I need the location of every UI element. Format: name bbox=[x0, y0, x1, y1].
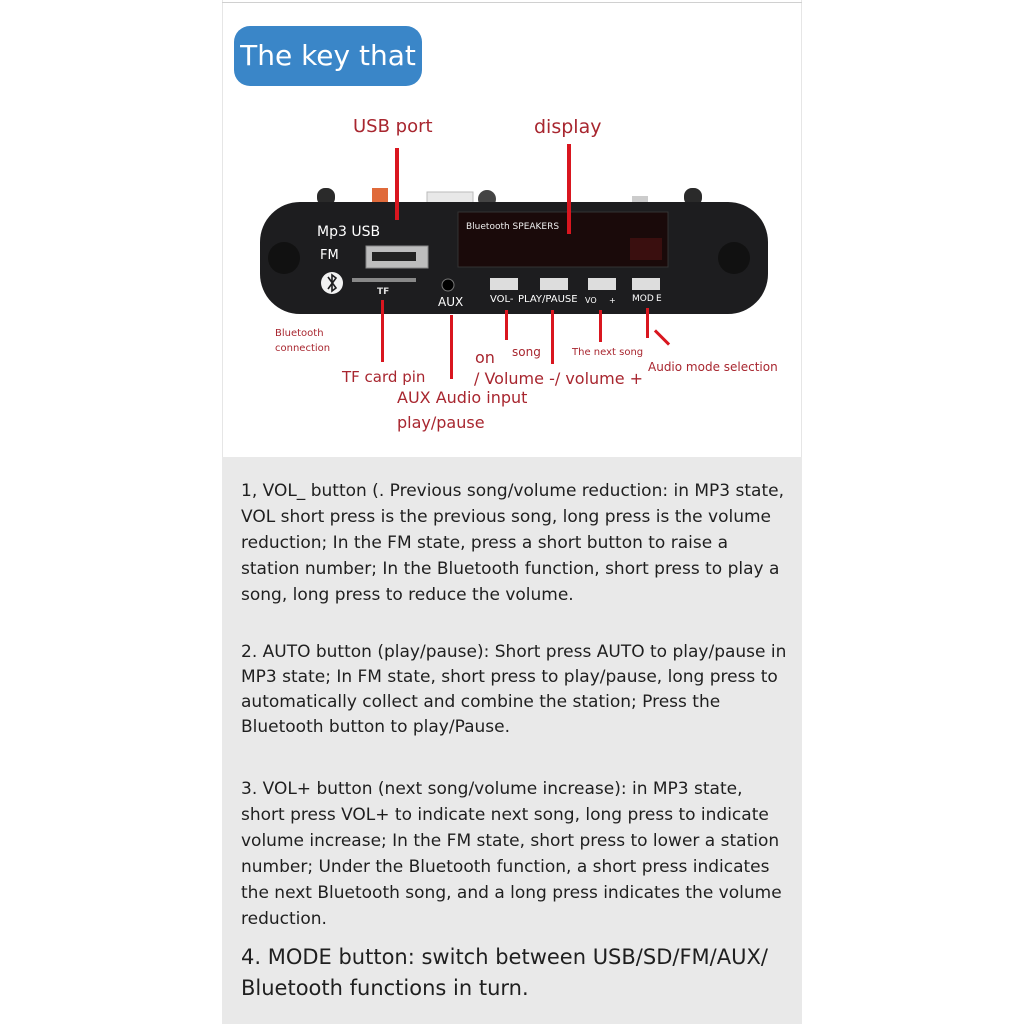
device-vol-minus-text: VOL- bbox=[490, 294, 514, 305]
module-diagram bbox=[222, 100, 802, 456]
label-aux-audio-input: AUX Audio input bbox=[397, 388, 528, 407]
label-bluetooth-connection: Bluetooth connection bbox=[275, 328, 331, 354]
play-pause-pointer bbox=[551, 310, 554, 364]
instruction-vol-minus: 1, VOL_ button (. Previous song/volume reduction: in MP3 state, VOL short press is the previous song, long press is the volume reduction; In the FM state, press a short button to raise a station number; In the Bluetooth function, short press to play a song, long press to reduce the volume. bbox=[241, 481, 784, 605]
top-divider bbox=[222, 2, 802, 3]
device-screen-text: Bluetooth SPEAKERS bbox=[466, 222, 560, 232]
label-play-pause: play/pause bbox=[397, 413, 485, 432]
instruction-auto: 2. AUTO button (play/pause): Short press AUTO to play/pause in MP3 state; In FM state, short press to play/pause, long press to automatically collect and combine the station; Press the Bluetooth button to play/Pause. bbox=[241, 642, 787, 737]
vol-plus-pointer bbox=[599, 310, 602, 342]
device-e-text: E bbox=[656, 294, 662, 304]
mode-pointer bbox=[646, 308, 649, 338]
instruction-mode: 4. MODE button: switch between USB/SD/FM/AUX/ Bluetooth functions in turn. bbox=[241, 945, 768, 1000]
label-tf-card-pin: TF card pin bbox=[342, 368, 426, 386]
usb-port-pointer bbox=[395, 148, 399, 220]
device-aux-text: AUX bbox=[438, 295, 464, 309]
device-tf-text: TF bbox=[377, 287, 390, 297]
label-song: song bbox=[512, 345, 541, 359]
label-audio-mode: Audio mode selection bbox=[648, 360, 778, 374]
device-fm-text: FM bbox=[320, 248, 339, 263]
label-display: display bbox=[534, 116, 602, 138]
device-vo-text: VO bbox=[585, 296, 597, 305]
label-volume: / Volume -/ volume + bbox=[474, 369, 644, 388]
instruction-vol-plus: 3. VOL+ button (next song/volume increase): in MP3 state, short press VOL+ to indicate next song, long press to indicate volume increase; In the FM state, short press to lower a station number; Under the Bluetooth function, a short press indicates the next Bluetooth song, and a long press indicates the volume reduction. bbox=[241, 779, 782, 929]
title-badge: The key that bbox=[234, 26, 422, 86]
device-mp3-usb-text: Mp3 USB bbox=[317, 224, 381, 240]
label-on: on bbox=[475, 348, 495, 367]
vol-minus-pointer bbox=[505, 310, 508, 340]
device-mod-text: MOD bbox=[632, 294, 654, 304]
device-play-pause-text: PLAY/PAUSE bbox=[518, 294, 578, 305]
aux-pointer bbox=[450, 315, 453, 379]
device-plus-text: + bbox=[609, 296, 616, 305]
tf-pointer bbox=[381, 300, 384, 362]
label-next-song: The next song bbox=[572, 347, 644, 358]
display-pointer bbox=[567, 144, 571, 234]
label-usb-port: USB port bbox=[353, 116, 433, 137]
